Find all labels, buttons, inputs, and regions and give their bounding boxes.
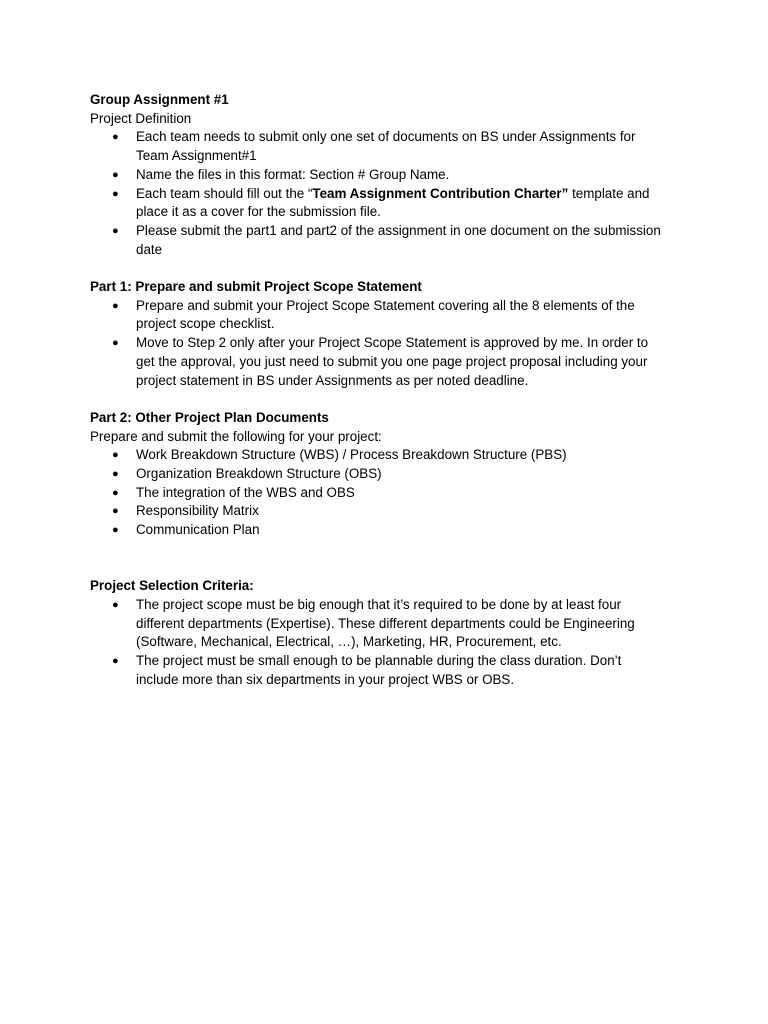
list-item-text: Please submit the part1 and part2 of the assignment in one document on the submission date bbox=[136, 222, 661, 257]
part2-intro: Prepare and submit the following for your project: bbox=[90, 428, 382, 444]
bullet-icon: ● bbox=[112, 524, 119, 537]
list-item bbox=[90, 502, 690, 521]
bullet-icon: ● bbox=[112, 168, 119, 181]
bullet-icon: ● bbox=[112, 468, 119, 481]
list-item bbox=[90, 521, 690, 540]
section-title-selection-criteria: Project Selection Criteria: bbox=[90, 578, 254, 594]
bullet-icon: ● bbox=[112, 655, 119, 668]
list-item bbox=[90, 185, 690, 222]
list-item bbox=[90, 297, 690, 334]
bullet-icon: ● bbox=[112, 337, 119, 350]
list-item-text: Prepare and submit your Project Scope Statement covering all the 8 elements of the project scope checklist. bbox=[136, 297, 635, 332]
bullet-icon: ● bbox=[112, 299, 119, 312]
charter-name: Team Assignment Contribution Charter” bbox=[312, 185, 569, 201]
list-item-text: Each team should fill out the “Team Assignment Contribution Charter” template and place it as a cover for the submission file. bbox=[136, 185, 650, 220]
list-item bbox=[90, 652, 690, 689]
part2-list bbox=[90, 446, 690, 540]
list-item bbox=[90, 334, 690, 390]
list-item-text: Organization Breakdown Structure (OBS) bbox=[136, 466, 382, 482]
list-item-text: Communication Plan bbox=[136, 522, 260, 538]
list-item bbox=[90, 596, 690, 652]
list-item-text: Move to Step 2 only after your Project Scope Statement is approved by me. In order to get the approval, you just need to submit you one page project proposal including your project statement in BS under Assignments as per noted deadline. bbox=[136, 335, 649, 388]
part1-list bbox=[90, 297, 690, 391]
bullet-icon: ● bbox=[112, 598, 119, 611]
bullet-icon: ● bbox=[112, 187, 119, 200]
bullet-icon: ● bbox=[112, 131, 119, 144]
list-item-text: The project must be small enough to be plannable during the class duration. Don’t include more than six departments in your project WBS or OBS. bbox=[136, 653, 622, 687]
list-item-text: The integration of the WBS and OBS bbox=[136, 484, 355, 500]
bullet-icon: ● bbox=[112, 224, 119, 237]
bullet-icon: ● bbox=[112, 505, 119, 518]
section-subtitle-project-definition: Project Definition bbox=[90, 110, 192, 126]
list-item bbox=[90, 128, 690, 165]
section-title-group-assignment: Group Assignment #1 bbox=[90, 92, 229, 107]
list-item bbox=[90, 465, 690, 484]
list-item-text: Responsibility Matrix bbox=[136, 503, 259, 519]
list-item-text: Name the files in this format: Section # Group Name. bbox=[136, 166, 450, 182]
list-item-text: Each team needs to submit only one set of documents on BS under Assignments for Team Assignment#1 bbox=[136, 129, 636, 164]
project-definition-list bbox=[90, 128, 690, 259]
list-item-text: Work Breakdown Structure (WBS) / Process Breakdown Structure (PBS) bbox=[136, 447, 567, 463]
document-page bbox=[90, 91, 690, 689]
list-item-text: The project scope must be big enough that it’s required to be done by at least four different departments (Expertise). These different departments could be Engineering (Software, Mechanical, Electrical, …), Marketing, HR, Procurement, etc. bbox=[136, 596, 635, 650]
list-item bbox=[90, 484, 690, 503]
bullet-icon: ● bbox=[112, 486, 119, 499]
list-item bbox=[90, 446, 690, 465]
section-title-part2: Part 2: Other Project Plan Documents bbox=[90, 409, 329, 425]
selection-criteria-list bbox=[90, 596, 690, 690]
list-item bbox=[90, 222, 690, 259]
list-item bbox=[90, 166, 690, 185]
section-title-part1: Part 1: Prepare and submit Project Scope Statement bbox=[90, 279, 422, 295]
bullet-icon: ● bbox=[112, 449, 119, 462]
